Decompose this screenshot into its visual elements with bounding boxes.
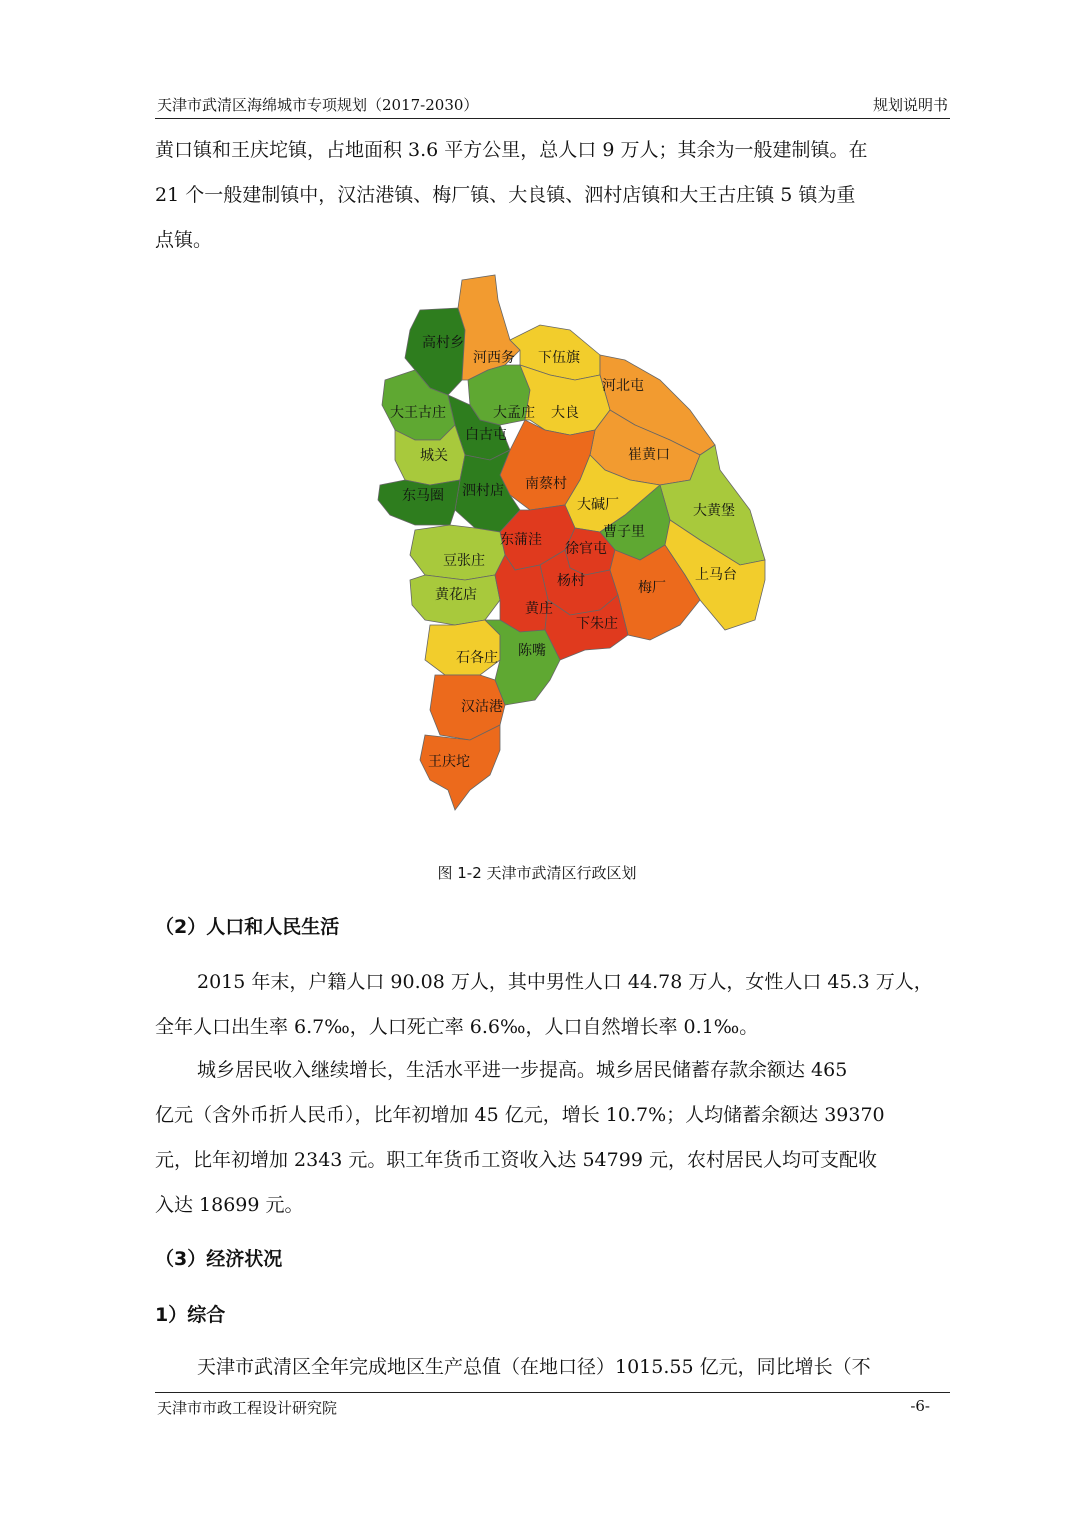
figure-caption: 图 1-2 天津市武清区行政区划 <box>437 864 637 882</box>
intro-paragraph <box>155 128 947 263</box>
map-label: 徐官屯 <box>565 541 607 557</box>
map-label: 崔黄口 <box>628 447 670 463</box>
text-line: 2015 年末，户籍人口 90.08 万人，其中男性人口 44.78 万人，女性人口 45.3 万人， <box>197 971 933 993</box>
map-label: 大王古庄 <box>390 405 446 421</box>
map-label: 杨村 <box>557 573 585 589</box>
map-label: 大孟庄 <box>493 405 535 421</box>
map-label: 王庆坨 <box>428 754 470 770</box>
page-number: -6- <box>910 1397 930 1415</box>
map-label: 大良 <box>551 405 579 421</box>
district-map <box>370 270 770 830</box>
text-line: 城乡居民收入继续增长，生活水平进一步提高。城乡居民储蓄存款余额达 465 <box>197 1059 848 1081</box>
text-line: 点镇。 <box>155 229 213 251</box>
map-label: 白古屯 <box>465 427 507 443</box>
map-label: 南蔡村 <box>525 476 567 492</box>
map-label: 河西务 <box>473 350 515 366</box>
map-label: 黄花店 <box>435 587 477 603</box>
region-shigezhuang <box>425 620 500 675</box>
map-label: 高村乡 <box>422 335 464 351</box>
header-title: 天津市武清区海绵城市专项规划（2017-2030） <box>157 96 479 114</box>
map-label: 大碱厂 <box>577 497 619 513</box>
map-label: 下伍旗 <box>538 350 580 366</box>
text-line: 元，比年初增加 2343 元。职工年货币工资收入达 54799 元，农村居民人均可支配收 <box>155 1149 877 1171</box>
map-label: 汉沽港 <box>461 699 503 715</box>
text-line: 入达 18699 元。 <box>155 1194 304 1216</box>
map-label: 东蒲洼 <box>500 532 542 548</box>
map-label: 曹子里 <box>603 524 645 540</box>
map-label: 黄庄 <box>525 601 553 617</box>
header-doc-type: 规划说明书 <box>872 96 948 114</box>
text-line: 全年人口出生率 6.7‰，人口死亡率 6.6‰，人口自然增长率 0.1‰。 <box>155 1016 759 1038</box>
map-label: 石各庄 <box>456 650 498 666</box>
map-label: 下朱庄 <box>576 616 618 632</box>
text-line: 天津市武清区全年完成地区生产总值（在地口径）1015.55 亿元，同比增长（不 <box>197 1356 871 1378</box>
map-label: 梅厂 <box>638 580 666 596</box>
page-footer <box>155 1392 950 1419</box>
footer-institute: 天津市市政工程设计研究院 <box>157 1399 338 1417</box>
population-paragraph <box>155 960 947 1050</box>
income-paragraph <box>155 1048 947 1228</box>
map-label: 东马圈 <box>402 488 444 504</box>
text-line: 黄口镇和王庆坨镇，占地面积 3.6 平方公里，总人口 9 万人；其余为一般建制镇。在 <box>155 139 868 161</box>
map-label: 城关 <box>420 448 448 464</box>
map-label: 豆张庄 <box>443 553 485 569</box>
subsection-heading: 1）综合 <box>155 1304 226 1326</box>
text-line: 21 个一般建制镇中，汉沽港镇、梅厂镇、大良镇、泗村店镇和大王古庄镇 5 镇为重 <box>155 184 856 206</box>
section-heading: （3）经济状况 <box>155 1248 283 1270</box>
map-label: 陈嘴 <box>518 643 546 659</box>
section-heading: （2）人口和人民生活 <box>155 916 340 938</box>
economy-paragraph <box>155 1345 947 1390</box>
map-label: 大黄堡 <box>693 503 735 519</box>
map-label: 上马台 <box>695 567 737 583</box>
map-label: 河北屯 <box>602 378 644 394</box>
text-line: 亿元（含外币折人民币），比年初增加 45 亿元，增长 10.7%；人均储蓄余额达 39370 <box>155 1104 885 1126</box>
page-header <box>155 94 950 119</box>
map-label: 泗村店 <box>462 483 504 499</box>
